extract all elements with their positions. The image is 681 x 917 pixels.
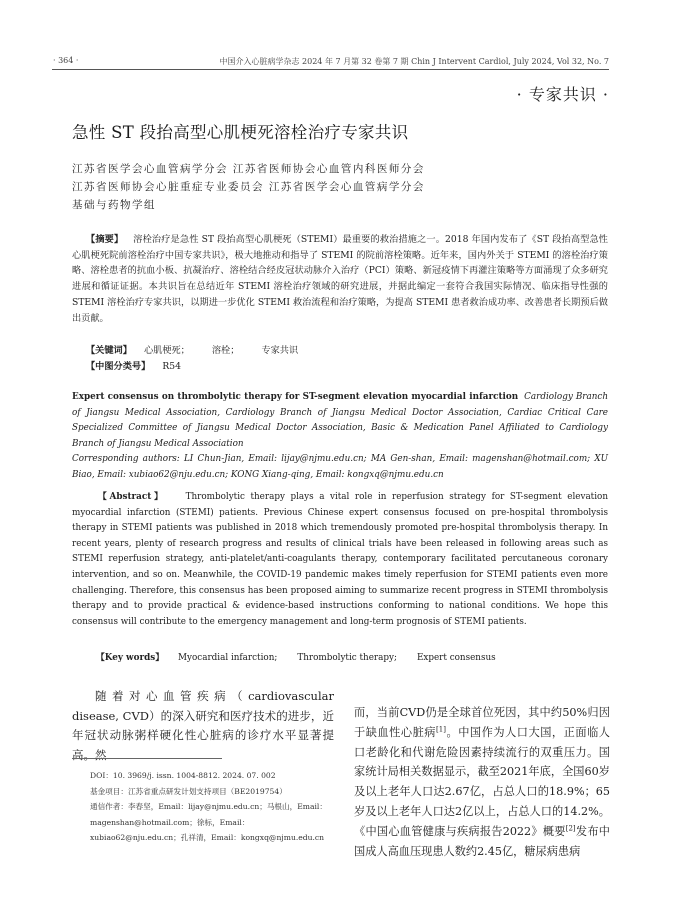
corresponding-authors: Corresponding authors: LI Chun-Jian, Email: lijay@njmu.edu.cn; MA Gen-shan, Email: magenshan@hotmail.com; XU Biao, Email: xubiao62@nju.edu.cn; KONG Xiang-qing, Email: kongxq@njmu.edu.cn: [72, 454, 608, 480]
keyword: 心肌梗死；: [143, 345, 190, 356]
clc-label: 【中图分类号】: [86, 361, 151, 372]
author-line: 江苏省医学会心血管病学分会 江苏省医师协会心血管内科医师分会: [72, 163, 425, 175]
keyword: 溶栓；: [211, 345, 240, 356]
chinese-keywords: [86, 342, 298, 356]
article-title: 急性 ST 段抬高型心肌梗死溶栓治疗专家共识: [72, 123, 409, 142]
body-text: 。中国作为人口大国，正面临人口老龄化和代谢危险因素持续流行的双重压力。国家统计局相关数据显示，截至2021年底，全国60岁及以上老年人口达2.67亿，占总人口的18.9%；65岁及以上老年人口达2亿以上，占总人口的14.2%。《中国心血管健康与疾病报告2022》概要: [354, 725, 610, 838]
funding: 基金项目：江苏省重点研发计划支持项目（BE2019754）: [90, 786, 287, 796]
doi: DOI：10. 3969/j. issn. 1004-8812. 2024. 07. 002: [90, 771, 276, 780]
footnote-rule: [72, 758, 222, 759]
keyword: Thrombolytic therapy;: [297, 653, 397, 663]
author-line: 江苏省医师协会心脏重症专业委员会 江苏省医学会心血管病学分会: [72, 181, 425, 193]
keywords-label: 【关键词】: [86, 345, 132, 356]
english-abstract: [72, 490, 608, 630]
citation[interactable]: [1]: [436, 725, 446, 734]
author-line: 基础与药物学组: [72, 199, 156, 211]
correspondence: 通信作者：李春坚，Email：lijay@njmu.edu.cn；马根山，Email：magenshan@hotmail.com；徐标，Email：xubiao62@nju.edu.cn；孔祥清，Email：kongxq@njmu.edu.cn: [90, 802, 327, 842]
english-abstract-label: 【Abstract】: [98, 492, 166, 502]
footnotes: [72, 768, 334, 846]
clc-number: [86, 358, 181, 372]
keyword: Myocardial infarction;: [178, 653, 278, 663]
body-text-right: [354, 703, 610, 861]
author-groups: [72, 160, 425, 214]
keyword: Expert consensus: [416, 653, 496, 663]
clc-value: R54: [162, 361, 181, 372]
header-rule: [52, 69, 609, 70]
body-text: 发布中国成人高血压现患人数约2.45亿，糖尿病患病: [354, 824, 610, 858]
chinese-abstract: [72, 232, 608, 326]
english-title: Expert consensus on thrombolytic therapy for ST-segment elevation myocardial infarction: [72, 392, 519, 402]
body-text-left: [72, 687, 334, 765]
english-header-block: [72, 390, 608, 484]
abstract-label: 【摘要】: [86, 234, 124, 245]
page-number: · 364 ·: [53, 56, 79, 65]
english-keywords-label: 【Key words】: [96, 653, 164, 663]
english-affiliations: Cardiology Branch of Jiangsu Medical Association, Cardiology Branch of Jiangsu Medical Doctor Association, Cardiac Critical Care Specialized Committee of Jiangsu Medical Doctor Association, Basic & Medication Panel Affiliated to Cardiology Branch of Jiangsu Medical Association: [72, 392, 608, 449]
keyword: 专家共识: [261, 345, 299, 356]
body-paragraph: 随着对心血管疾病（cardiovascular disease, CVD）的深入研究和医疗技术的进步，近年冠状动脉粥样硬化性心脏病的诊疗水平显著提高。然: [72, 689, 334, 762]
journal-header: 中国介入心脏病学杂志 2024 年 7 月第 32 卷第 7 期 Chin J Intervent Cardiol, July 2024, Vol 32, No. 7: [219, 57, 609, 66]
english-abstract-text: Thrombolytic therapy plays a vital role in reperfusion strategy for ST-segment elevation myocardial infarction (STEMI) patients. Previous Chinese expert consensus focused on pre-hospital thrombolysis therapy in STEMI patients was published in 2018 which tremendously promoted pre-hospital thrombolysis therapy. In recent years, plenty of research progress and results of clinical trials have been released in following areas such as STEMI reperfusion strategy, anti-platelet/anti-coagulants therapy, contemporary facilitated percutaneous coronary intervention, and so on. Meanwhile, the COVID-19 pandemic makes timely reperfusion for STEMI patients even more challenging. Therefore, this consensus has been proposed aiming to summarize recent progress in STEMI thrombolysis therapy and to provide practical & evidence-based instructions conforming to national conditions. We hope this consensus will contribute to the emergency management and long-term prognosis of STEMI patients.: [72, 492, 608, 627]
english-keywords: [96, 650, 496, 663]
abstract-text: 溶栓治疗是急性 ST 段抬高型心肌梗死（STEMI）最重要的救治措施之一。2018 年国内发布了《ST 段抬高型急性心肌梗死院前溶栓治疗中国专家共识》，极大地推动和指导了 STEMI 的院前溶栓策略。近年来，国内外关于 STEMI 的溶栓治疗策略、溶栓患者的抗血小板、抗凝治疗、溶栓结合经皮冠状动脉介入治疗（PCI）策略、新冠疫情下再灌注策略等方面涌现了众多研究进展和循证证据。本共识旨在总结近年 STEMI 溶栓治疗领域的研究进展，并据此编定一套符合我国实际情况、临床指导性强的 STEMI 溶栓治疗专家共识，以期进一步优化 STEMI 救治流程和治疗策略，为提高 STEMI 患者救治成功率、改善患者长期预后做出贡献。: [72, 234, 608, 324]
column-label: · 专家共识 ·: [516, 85, 609, 104]
citation[interactable]: [2]: [565, 824, 576, 833]
body-text: 而，当前CVD仍是全球首位死因，其中约50%归因于缺血性心脏病: [354, 706, 610, 739]
